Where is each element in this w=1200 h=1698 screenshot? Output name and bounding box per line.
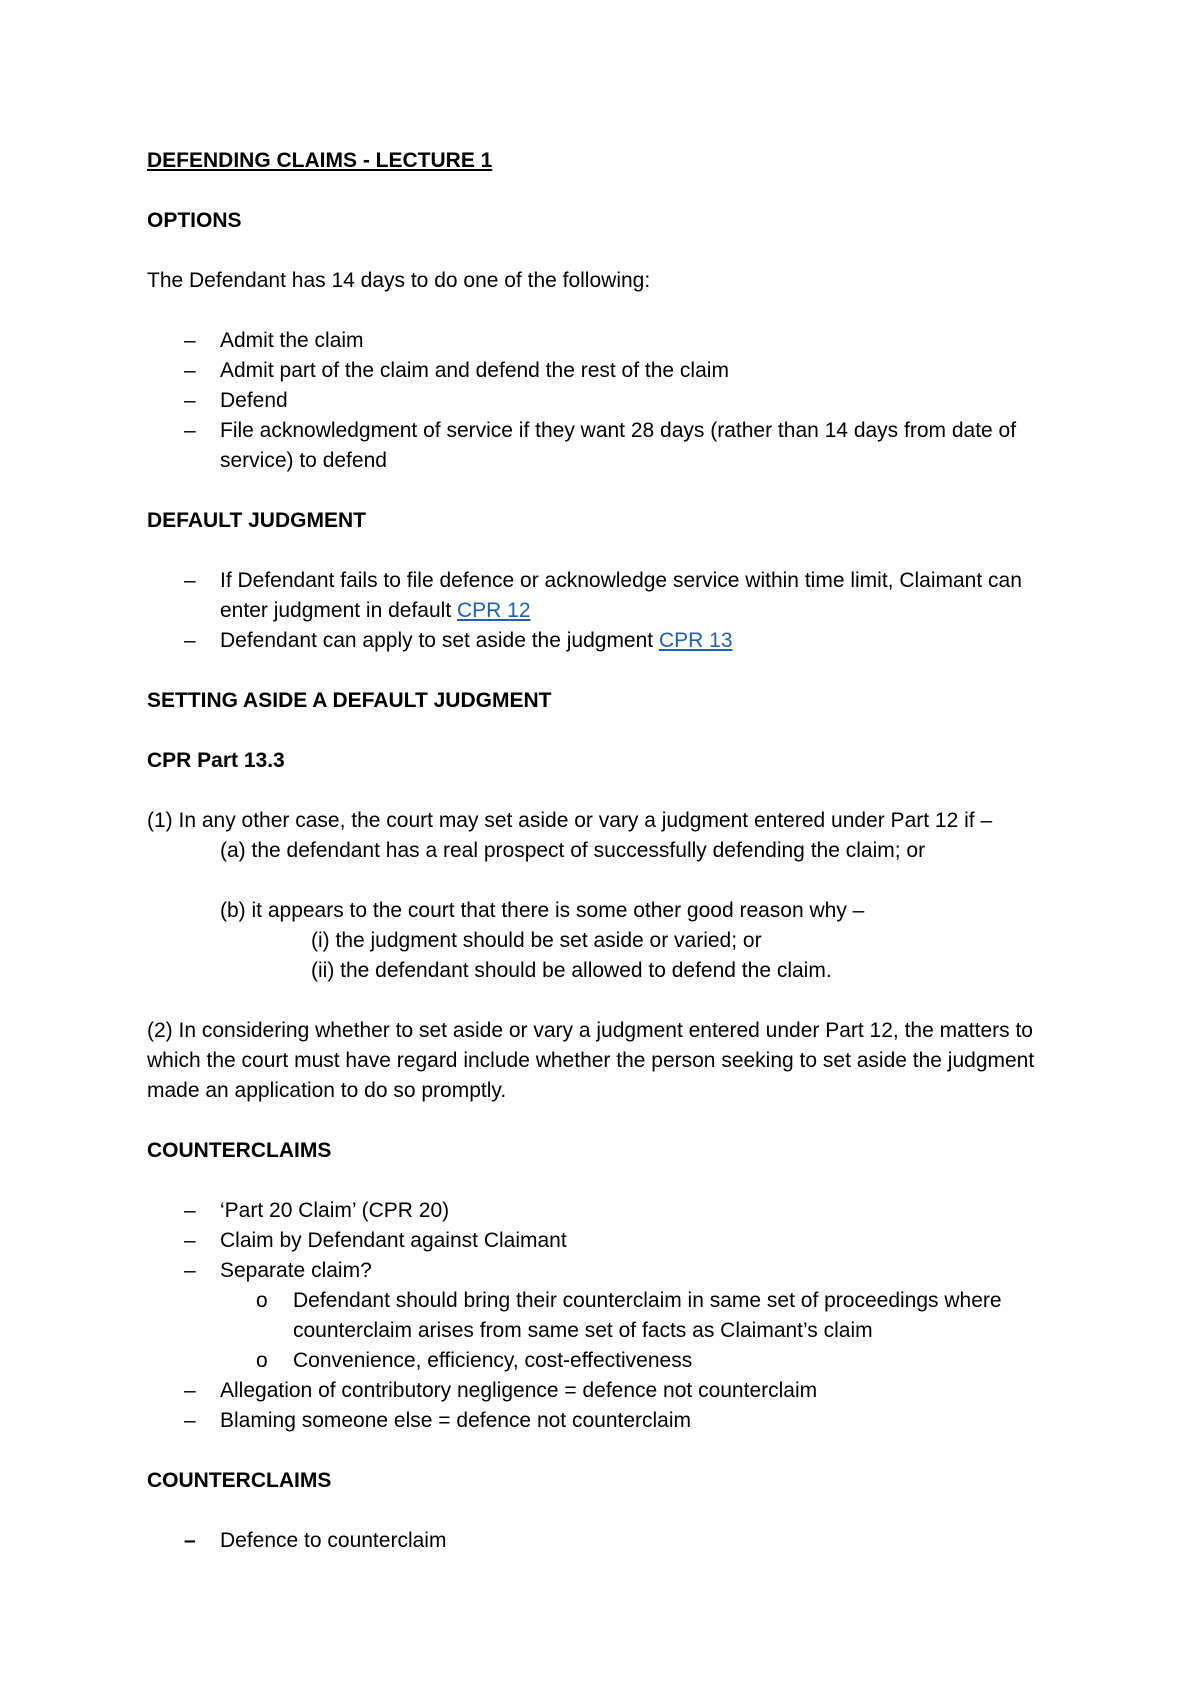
- list-item: [147, 1196, 1067, 1226]
- list-item: [147, 356, 1067, 386]
- spacer: [147, 716, 1067, 746]
- list-item-text: Defence to counterclaim: [220, 1529, 447, 1552]
- list-item-text: File acknowledgment of service if they want 28 days (rather than 14 days from date of service) to defend: [220, 419, 1017, 472]
- document-page: [147, 146, 1067, 1556]
- spacer: [147, 296, 1067, 326]
- list-item: [147, 626, 1067, 656]
- rule-paragraph-1: (1) In any other case, the court may set aside or vary a judgment entered under Part 12 if –: [147, 809, 993, 832]
- dash-bullet-icon: –: [184, 1379, 196, 1402]
- spacer: [147, 776, 1067, 806]
- list-item-text: [220, 566, 1067, 626]
- dash-bullet-icon: –: [184, 569, 196, 592]
- cpr-12-link[interactable]: CPR 12: [457, 599, 531, 622]
- counterclaims-heading-2: COUNTERCLAIMS: [147, 1469, 332, 1492]
- spacer: [147, 1496, 1067, 1526]
- setting-aside-heading: SETTING ASIDE A DEFAULT JUDGMENT: [147, 689, 552, 712]
- sub-list-item: [147, 1346, 1067, 1376]
- list-item: [147, 1376, 1067, 1406]
- dash-bullet-icon: –: [184, 1409, 196, 1432]
- options-heading: OPTIONS: [147, 209, 242, 232]
- spacer: [147, 476, 1067, 506]
- rule-paragraph-1b-i: (i) the judgment should be set aside or varied; or: [311, 929, 762, 952]
- sub-list-item-text: Defendant should bring their counterclaim in same set of proceedings where counterclaim arises from same set of facts as Claimant’s claim: [293, 1289, 1002, 1342]
- circle-bullet-icon: o: [256, 1349, 268, 1372]
- list-item: [147, 386, 1067, 416]
- rule-paragraph-1b-ii: (ii) the defendant should be allowed to defend the claim.: [311, 959, 832, 982]
- rule-paragraph-1a: (a) the defendant has a real prospect of successfully defending the claim; or: [220, 839, 926, 862]
- dash-bullet-icon: –: [184, 389, 196, 412]
- list-item-text: ‘Part 20 Claim’ (CPR 20): [220, 1199, 450, 1222]
- cpr-13-link[interactable]: CPR 13: [658, 629, 733, 652]
- spacer: [147, 866, 1067, 896]
- counterclaims-heading: COUNTERCLAIMS: [147, 1139, 332, 1162]
- list-item-text: Allegation of contributory negligence = defence not counterclaim: [220, 1379, 818, 1402]
- spacer: [147, 656, 1067, 686]
- dash-bullet-icon: –: [184, 1529, 196, 1552]
- spacer: [147, 1106, 1067, 1136]
- sub-list-item: [147, 1286, 1067, 1346]
- sub-list-item-text: Convenience, efficiency, cost-effectiveness: [293, 1349, 693, 1372]
- list-item-text: Admit part of the claim and defend the rest of the claim: [220, 359, 729, 382]
- list-item-text: Admit the claim: [220, 329, 364, 352]
- dash-bullet-icon: –: [184, 329, 196, 352]
- spacer: [147, 1166, 1067, 1196]
- list-item: [147, 416, 1067, 476]
- options-intro: The Defendant has 14 days to do one of the following:: [147, 269, 651, 292]
- dash-bullet-icon: –: [184, 1229, 196, 1252]
- spacer: [147, 1436, 1067, 1466]
- circle-bullet-icon: o: [256, 1289, 268, 1312]
- list-item-text: Separate claim?: [220, 1259, 372, 1282]
- list-item-text: Claim by Defendant against Claimant: [220, 1229, 567, 1252]
- dash-bullet-icon: –: [184, 419, 196, 442]
- list-item: [147, 1256, 1067, 1286]
- list-item: [147, 326, 1067, 356]
- dash-bullet-icon: –: [184, 1199, 196, 1222]
- default-judgment-heading: DEFAULT JUDGMENT: [147, 509, 366, 532]
- list-item-text: Defend: [220, 389, 288, 412]
- spacer: [147, 176, 1067, 206]
- dash-bullet-icon: –: [184, 1259, 196, 1282]
- spacer: [147, 236, 1067, 266]
- rule-paragraph-2: (2) In considering whether to set aside or vary a judgment entered under Part 12, the matters to which the court must have regard include whether the person seeking to set aside the judgment made an application to do so promptly.: [147, 1019, 1035, 1102]
- list-item-text: Blaming someone else = defence not counterclaim: [220, 1409, 692, 1432]
- spacer: [147, 536, 1067, 566]
- list-item: [147, 1226, 1067, 1256]
- rule-paragraph-1b: (b) it appears to the court that there is some other good reason why –: [220, 899, 865, 922]
- list-item: [147, 1526, 1067, 1556]
- dash-bullet-icon: –: [184, 629, 196, 652]
- dash-bullet-icon: –: [184, 359, 196, 382]
- spacer: [147, 986, 1067, 1016]
- default-judgment-item-1: If Defendant fails to file defence or acknowledge service within time limit, Claimant can enter judgment in default: [220, 569, 1022, 622]
- list-item-text: [220, 626, 1067, 656]
- cpr-part-13-3-heading: CPR Part 13.3: [147, 749, 285, 772]
- list-item: [147, 1406, 1067, 1436]
- default-judgment-item-2: Defendant can apply to set aside the judgment: [220, 629, 659, 652]
- list-item: [147, 566, 1067, 626]
- document-title: DEFENDING CLAIMS - LECTURE 1: [147, 149, 493, 172]
